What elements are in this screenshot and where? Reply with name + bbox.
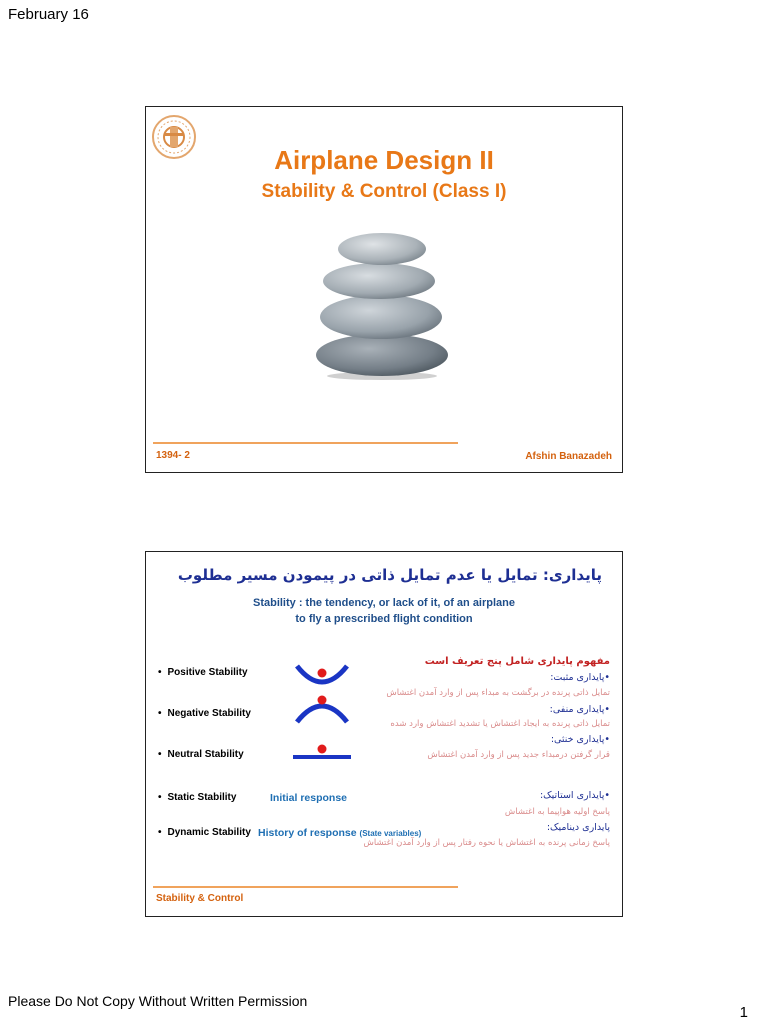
orange-divider (153, 442, 458, 444)
static-note: Initial response (270, 792, 348, 804)
bullet-static-stability: • Static Stability (158, 792, 236, 803)
persian-static-title: •پایداری استاتیک: (539, 790, 610, 801)
slide-footer: Stability & Control (156, 893, 244, 904)
neutral-stability-diagram-icon (291, 738, 353, 770)
title-slide (145, 106, 623, 473)
persian-dynamic-desc: پاسخ زمانی پرنده به اغتشاش یا نحوه رفتار پس از وارد آمدن اغتشاش (363, 838, 610, 848)
dynamic-note-text: History of response (258, 827, 357, 839)
stability-slide (145, 551, 623, 917)
page-number: 1 (739, 1004, 748, 1021)
bullet-positive-stability: • Positive Stability (158, 667, 248, 678)
persian-neutral-title: •پایداری خنثی: (550, 734, 610, 745)
persian-positive-title: •پایداری مثبت: (550, 672, 610, 683)
persian-positive-desc: تمایل ذاتی پرنده در برگشت به مبداء پس از وارد آمدن اغتشاش (386, 688, 610, 698)
slide-subtitle: Stability & Control (Class I) (261, 181, 507, 202)
bullet-negative-stability: • Negative Stability (158, 708, 251, 719)
bullet-dynamic-stability: • Dynamic Stability (158, 827, 251, 838)
persian-static-desc: پاسخ اولیه هواپیما به اغتشاش (504, 807, 610, 817)
negative-stability-diagram-icon (291, 694, 353, 726)
stability-definition-line1: Stability : the tendency, or lack of it, of an airplane (252, 597, 515, 609)
persian-dynamic-title: پایداری دینامیک: (546, 822, 610, 833)
page-date: February 16 (8, 6, 89, 23)
persian-neutral-desc: قرار گرفتن درمبداء جدید پس از وارد آمدن اغتشاش (427, 750, 610, 760)
stacked-stones-image (309, 231, 455, 381)
slide-author: Afshin Banazadeh (525, 451, 612, 462)
persian-heading: پایداری: تمایل یا عدم تمایل ذاتی در پیمودن مسیر مطلوب (177, 566, 602, 584)
copyright-note: Please Do Not Copy Without Written Permission (8, 993, 308, 1009)
slide-date: 1394- 2 (156, 450, 190, 461)
dynamic-note-small: (State variables) (359, 829, 422, 838)
persian-negative-title: •پایداری منفی: (549, 704, 610, 715)
orange-divider (153, 886, 458, 888)
persian-negative-desc: تمایل ذاتی پرنده به ایجاد اغتشاش یا تشدید اغتشاش وارد شده (390, 719, 610, 729)
positive-stability-diagram-icon (291, 660, 353, 692)
persian-intro: مفهوم پایداری شامل پنج تعریف است (424, 656, 610, 667)
stability-definition-line2: to fly a prescribed flight condition (295, 613, 473, 625)
bullet-neutral-stability: • Neutral Stability (158, 749, 244, 760)
slide-title: Airplane Design II (274, 145, 494, 175)
